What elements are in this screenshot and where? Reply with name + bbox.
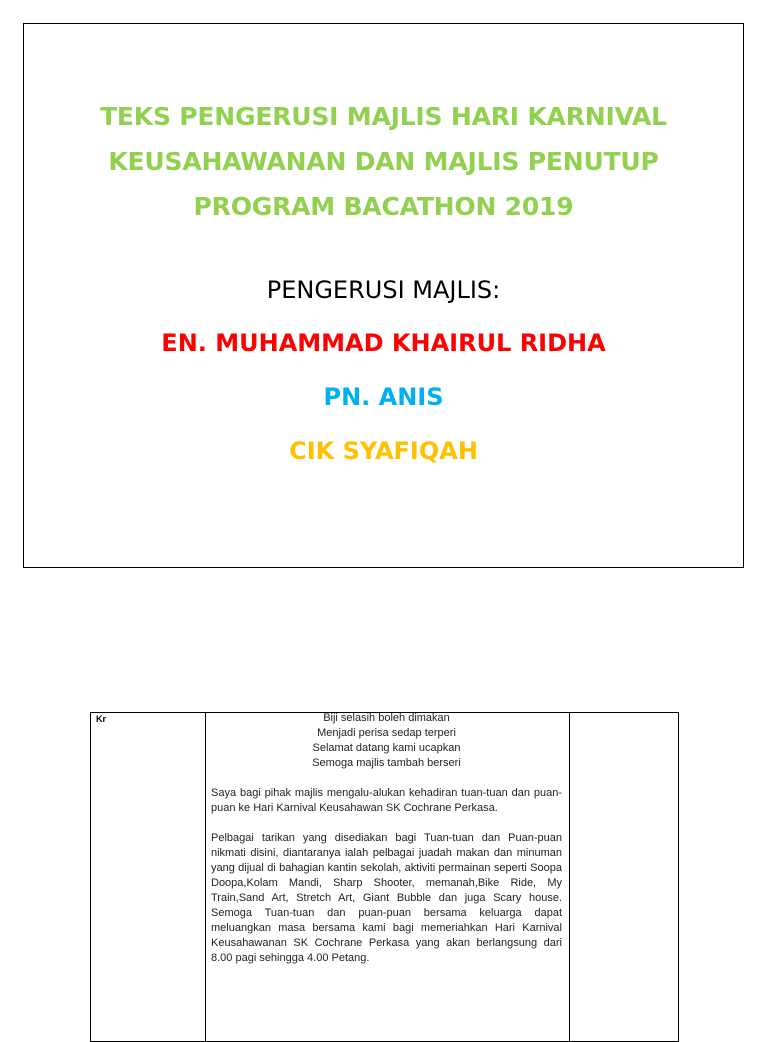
pantun-line: Biji selasih boleh dimakan <box>323 712 450 724</box>
title-line: TEKS PENGERUSI MAJLIS HARI KARNIVAL <box>100 102 667 131</box>
pantun-line: Menjadi perisa sedap terperi <box>317 727 456 739</box>
title-line: KEUSAHAWANAN DAN MAJLIS PENUTUP <box>108 147 659 176</box>
pantun-line: Selamat datang kami ucapkan <box>312 742 461 754</box>
column-divider <box>569 713 570 1041</box>
cover-page <box>23 23 744 568</box>
host-name: EN. MUHAMMAD KHAIRUL RIDHA <box>161 329 606 357</box>
speaker-role-cell: Kr <box>96 714 107 724</box>
script-paragraph: Saya bagi pihak majlis mengalu-alukan kehadiran tuan-tuan dan puan-puan ke Hari Karnival Keusahawan SK Cochrane Perkasa. <box>211 787 562 814</box>
title-line: PROGRAM BACATHON 2019 <box>193 192 574 221</box>
script-table <box>90 712 679 1042</box>
pantun-verse <box>211 711 562 771</box>
hosts-heading: PENGERUSI MAJLIS: <box>266 276 501 304</box>
host-name: CIK SYAFIQAH <box>289 437 478 465</box>
script-content-cell <box>211 711 562 966</box>
document-title <box>24 94 743 229</box>
script-paragraph: Pelbagai tarikan yang disediakan bagi Tuan-tuan dan Puan-puan nikmati disini, diantaranya ialah pelbagai juadah makan dan minuman yang dijual di bahagian kantin sekolah, aktiviti permainan seperti Soopa Doopa,Kolam Mandi, Sharp Shooter, memanah,Bike Ride, My Train,Sand Art, Stretch Art, Giant Bubble dan juga Scary house. Semoga Tuan-tuan dan puan-puan bersama keluarga dapat meluangkan masa bersama kami bagi memeriahkan Hari Karnival Keusahawanan SK Cochrane Perkasa yang akan berlangsung dari 8.00 pagi sehingga 4.00 Petang. <box>211 832 562 964</box>
host-name: PN. ANIS <box>323 383 444 411</box>
column-divider <box>205 713 206 1041</box>
pantun-line: Semoga majlis tambah berseri <box>312 757 461 769</box>
